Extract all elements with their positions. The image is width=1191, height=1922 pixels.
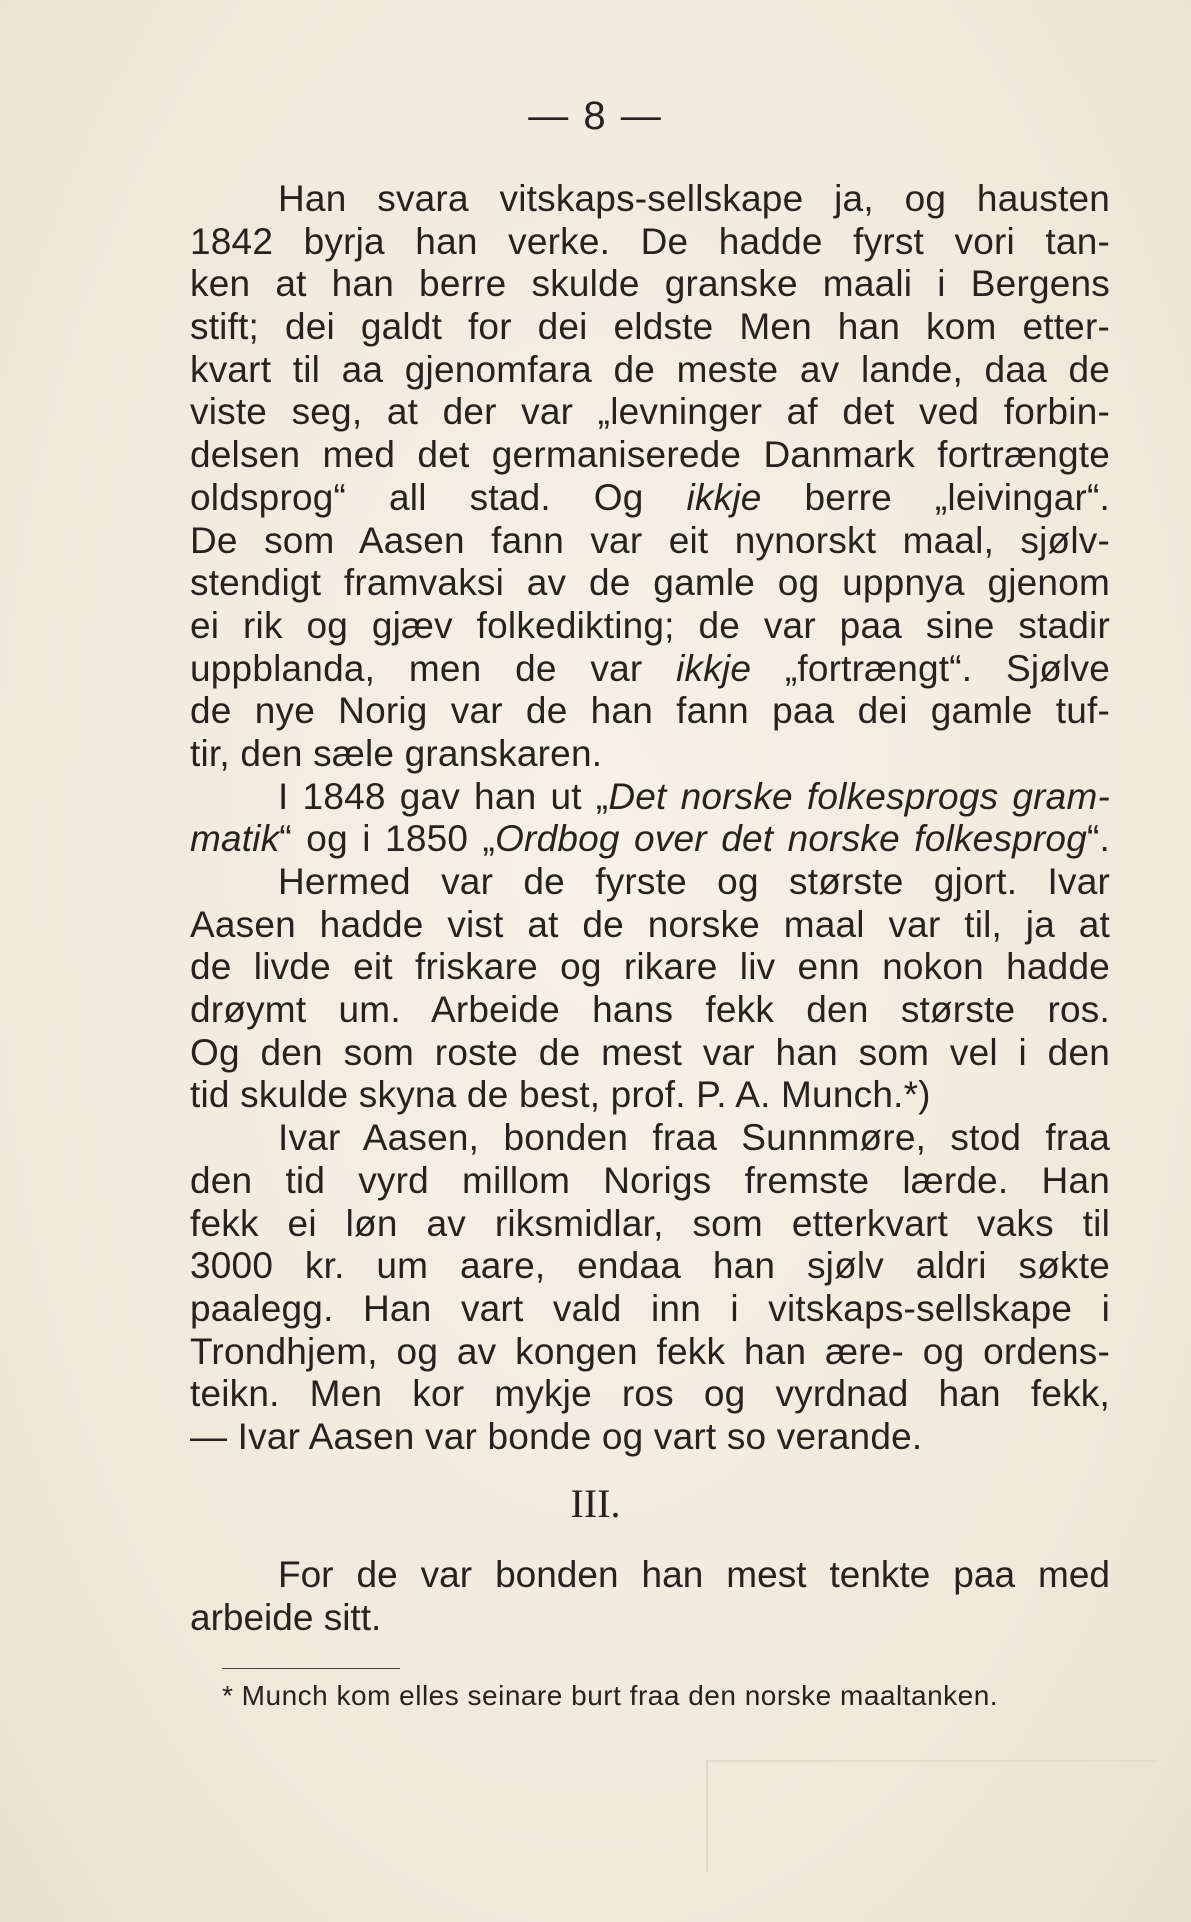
text-line: Ivar Aasen, bonden fraa Sunnmøre, stod fraa	[278, 1117, 1110, 1159]
text-line: ken at han berre skulde granske maali i Bergens	[190, 263, 1110, 305]
body-text	[190, 178, 1110, 1459]
text-line: teikn. Men kor mykje ros og vyrdnad han fekk,	[190, 1373, 1110, 1415]
text-line: For de var bonden han mest tenkte paa med	[278, 1554, 1110, 1595]
section-heading: III.	[570, 1481, 621, 1526]
text-line: fekk ei løn av riksmidlar, som etterkvart vaks til	[190, 1202, 1110, 1244]
text-line: kvart til aa gjenomfara de meste av lande, daa de	[190, 348, 1110, 390]
text-line: ei rik og gjæv folkedikting; de var paa sine stadir	[190, 604, 1110, 646]
text-line: tir, den sæle granskaren.	[190, 732, 603, 774]
text-line: de livde eit friskare og rikare liv enn nokon hadde	[190, 946, 1110, 988]
text-line: De som Aasen fann var eit nynorskt maal, sjølv-	[190, 519, 1110, 561]
text-line: 3000 kr. um aare, endaa han sjølv aldri søkte	[190, 1245, 1110, 1287]
text-line: Og den som roste de mest var han som vel i den	[190, 1031, 1110, 1073]
text-line: Han svara vitskaps-sellskape ja, og hausten	[278, 178, 1110, 219]
text-line: paalegg. Han vart vald inn i vitskaps-sellskape i	[190, 1287, 1110, 1329]
text-line: 1842 byrja han verke. De hadde fyrst vori tan-	[190, 220, 1110, 262]
text-line: uppblanda, men de var ikkje „fortrængt“. Sjølve	[190, 647, 1110, 689]
section-text	[190, 1552, 1110, 1637]
text-line: arbeide sitt.	[190, 1596, 382, 1638]
text-line: delsen med det germaniserede Danmark fortrængte	[190, 434, 1110, 476]
page-number: — 8 —	[528, 94, 663, 138]
text-line: matik“ og i 1850 „Ordbog over det norske folkesprog“.	[190, 818, 1110, 860]
text-line: — Ivar Aasen var bonde og vart so verande.	[190, 1415, 923, 1457]
text-line: stift; dei galdt for dei eldste Men han kom etter-	[190, 306, 1110, 348]
text-line: Aasen hadde vist at de norske maal var til, ja at	[190, 903, 1110, 945]
text-line: Hermed var de fyrste og største gjort. Ivar	[278, 861, 1110, 902]
text-line: Trondhjem, og av kongen fekk han ære- og ordens-	[190, 1330, 1110, 1372]
text-line: den tid vyrd millom Norigs fremste lærde. Han	[190, 1159, 1110, 1201]
footnote: * Munch kom elles seinare burt fraa den norske maaltanken.	[222, 1680, 999, 1711]
text-line: drøymt um. Arbeide hans fekk den største ros.	[190, 989, 1110, 1031]
text-line: tid skulde skyna de best, prof. P. A. Munch.*)	[190, 1074, 931, 1116]
text-line: de nye Norig var de han fann paa dei gamle tuf-	[190, 690, 1110, 732]
text-line: stendigt framvaksi av de gamle og uppnya gjenom	[190, 562, 1110, 604]
text-line: I 1848 gav han ut „Det norske folkesprogs gram-	[278, 775, 1111, 817]
footnote-rule	[222, 1668, 400, 1669]
paper-mark	[706, 1760, 1158, 1872]
text-line: oldsprog“ all stad. Og ikkje berre „leivingar“.	[190, 476, 1110, 518]
text-line: viste seg, at der var „levninger af det ved forbin-	[190, 391, 1110, 433]
